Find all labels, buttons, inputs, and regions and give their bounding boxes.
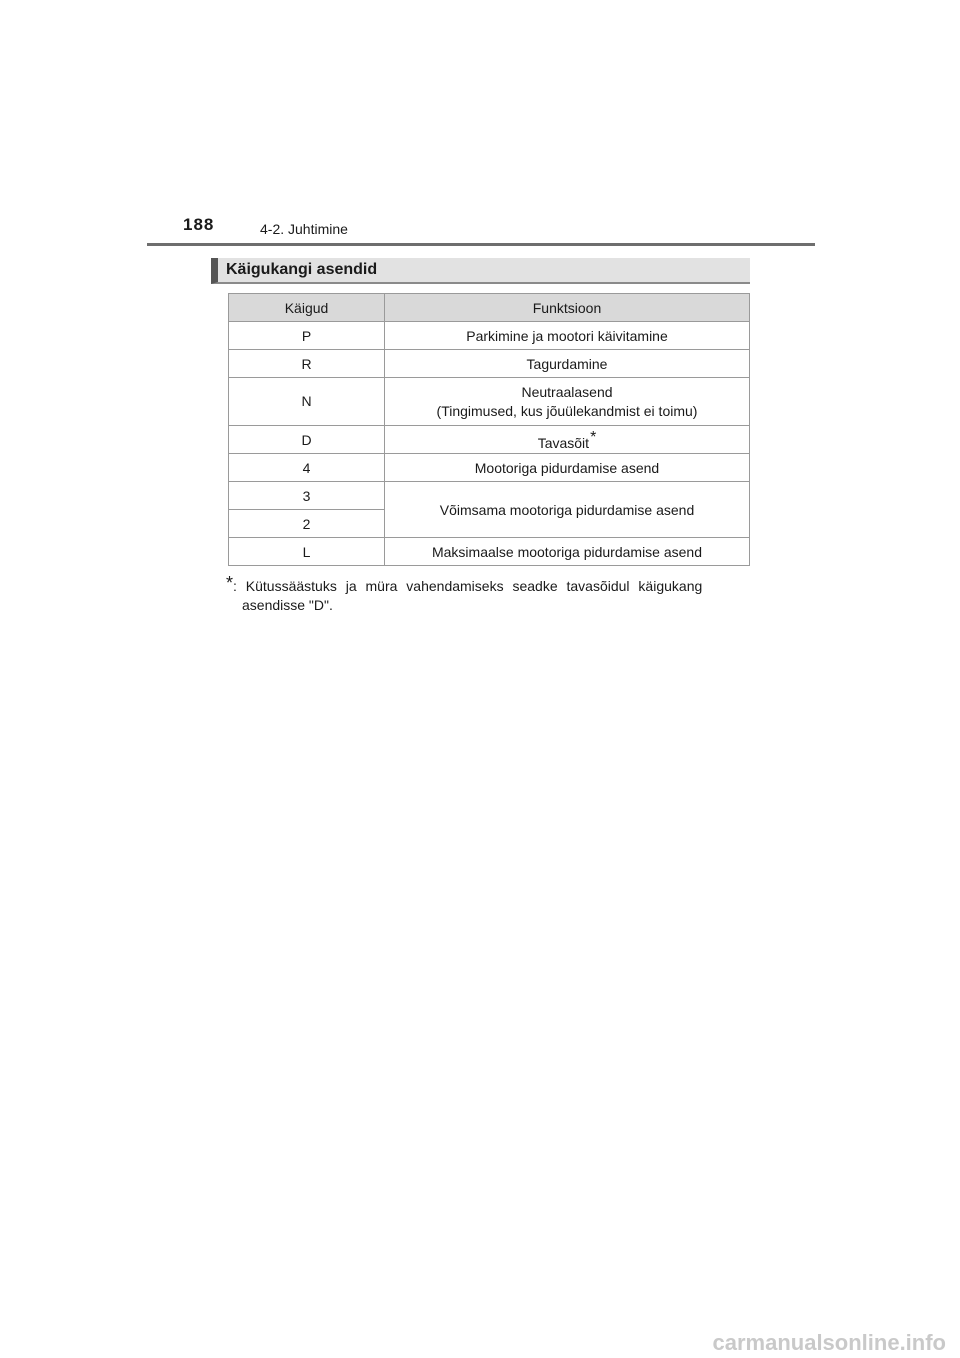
- function-cell: Maksimaalse mootoriga pidurdamise asend: [385, 538, 750, 566]
- footnote-mark: *: [590, 428, 597, 446]
- function-cell: Tagurdamine: [385, 350, 750, 378]
- gear-cell: N: [229, 378, 385, 426]
- table-row: [229, 322, 750, 350]
- footnote-asterisk: *: [226, 573, 234, 593]
- gear-cell: P: [229, 322, 385, 350]
- function-cell-merged: Võimsama mootoriga pidurdamise asend: [385, 482, 750, 538]
- column-header-function: Funktsioon: [385, 294, 750, 322]
- footnote-line-2: asendisse "D".: [242, 597, 333, 613]
- function-text: Tavasõit: [537, 434, 590, 451]
- table-row: [229, 378, 750, 426]
- gear-positions-table: [228, 293, 750, 566]
- gear-cell: 3: [229, 482, 385, 510]
- function-line-2: (Tingimused, kus jõuülekandmist ei toimu): [436, 402, 698, 419]
- header-rule: [147, 243, 815, 246]
- gear-cell: 4: [229, 454, 385, 482]
- function-cell: Parkimine ja mootori käivitamine: [385, 322, 750, 350]
- footnote-line-1: [226, 574, 746, 596]
- footnote: [226, 574, 746, 615]
- section-label: 4-2. Juhtimine: [260, 221, 348, 237]
- section-heading: Käigukangi asendid: [211, 258, 750, 284]
- column-header-gears: Käigud: [229, 294, 385, 322]
- table-row: [229, 482, 750, 510]
- watermark: carmanualsonline.info: [712, 1330, 946, 1355]
- table-header-row: [229, 294, 750, 322]
- table-row: [229, 426, 750, 454]
- function-line-1: Neutraalasend: [521, 383, 613, 400]
- gear-cell: L: [229, 538, 385, 566]
- function-cell: Mootoriga pidurdamise asend: [385, 454, 750, 482]
- gear-cell: R: [229, 350, 385, 378]
- footnote-text: : Kütussäästuks ja müra vahendamiseks seadke tavasõidul käigukang: [233, 578, 703, 594]
- table-row: [229, 454, 750, 482]
- page-number: 188: [183, 215, 215, 234]
- gear-cell: 2: [229, 510, 385, 538]
- function-cell: [385, 378, 750, 426]
- table-row: [229, 538, 750, 566]
- function-cell: [385, 426, 750, 454]
- table-row: [229, 350, 750, 378]
- gear-cell: D: [229, 426, 385, 454]
